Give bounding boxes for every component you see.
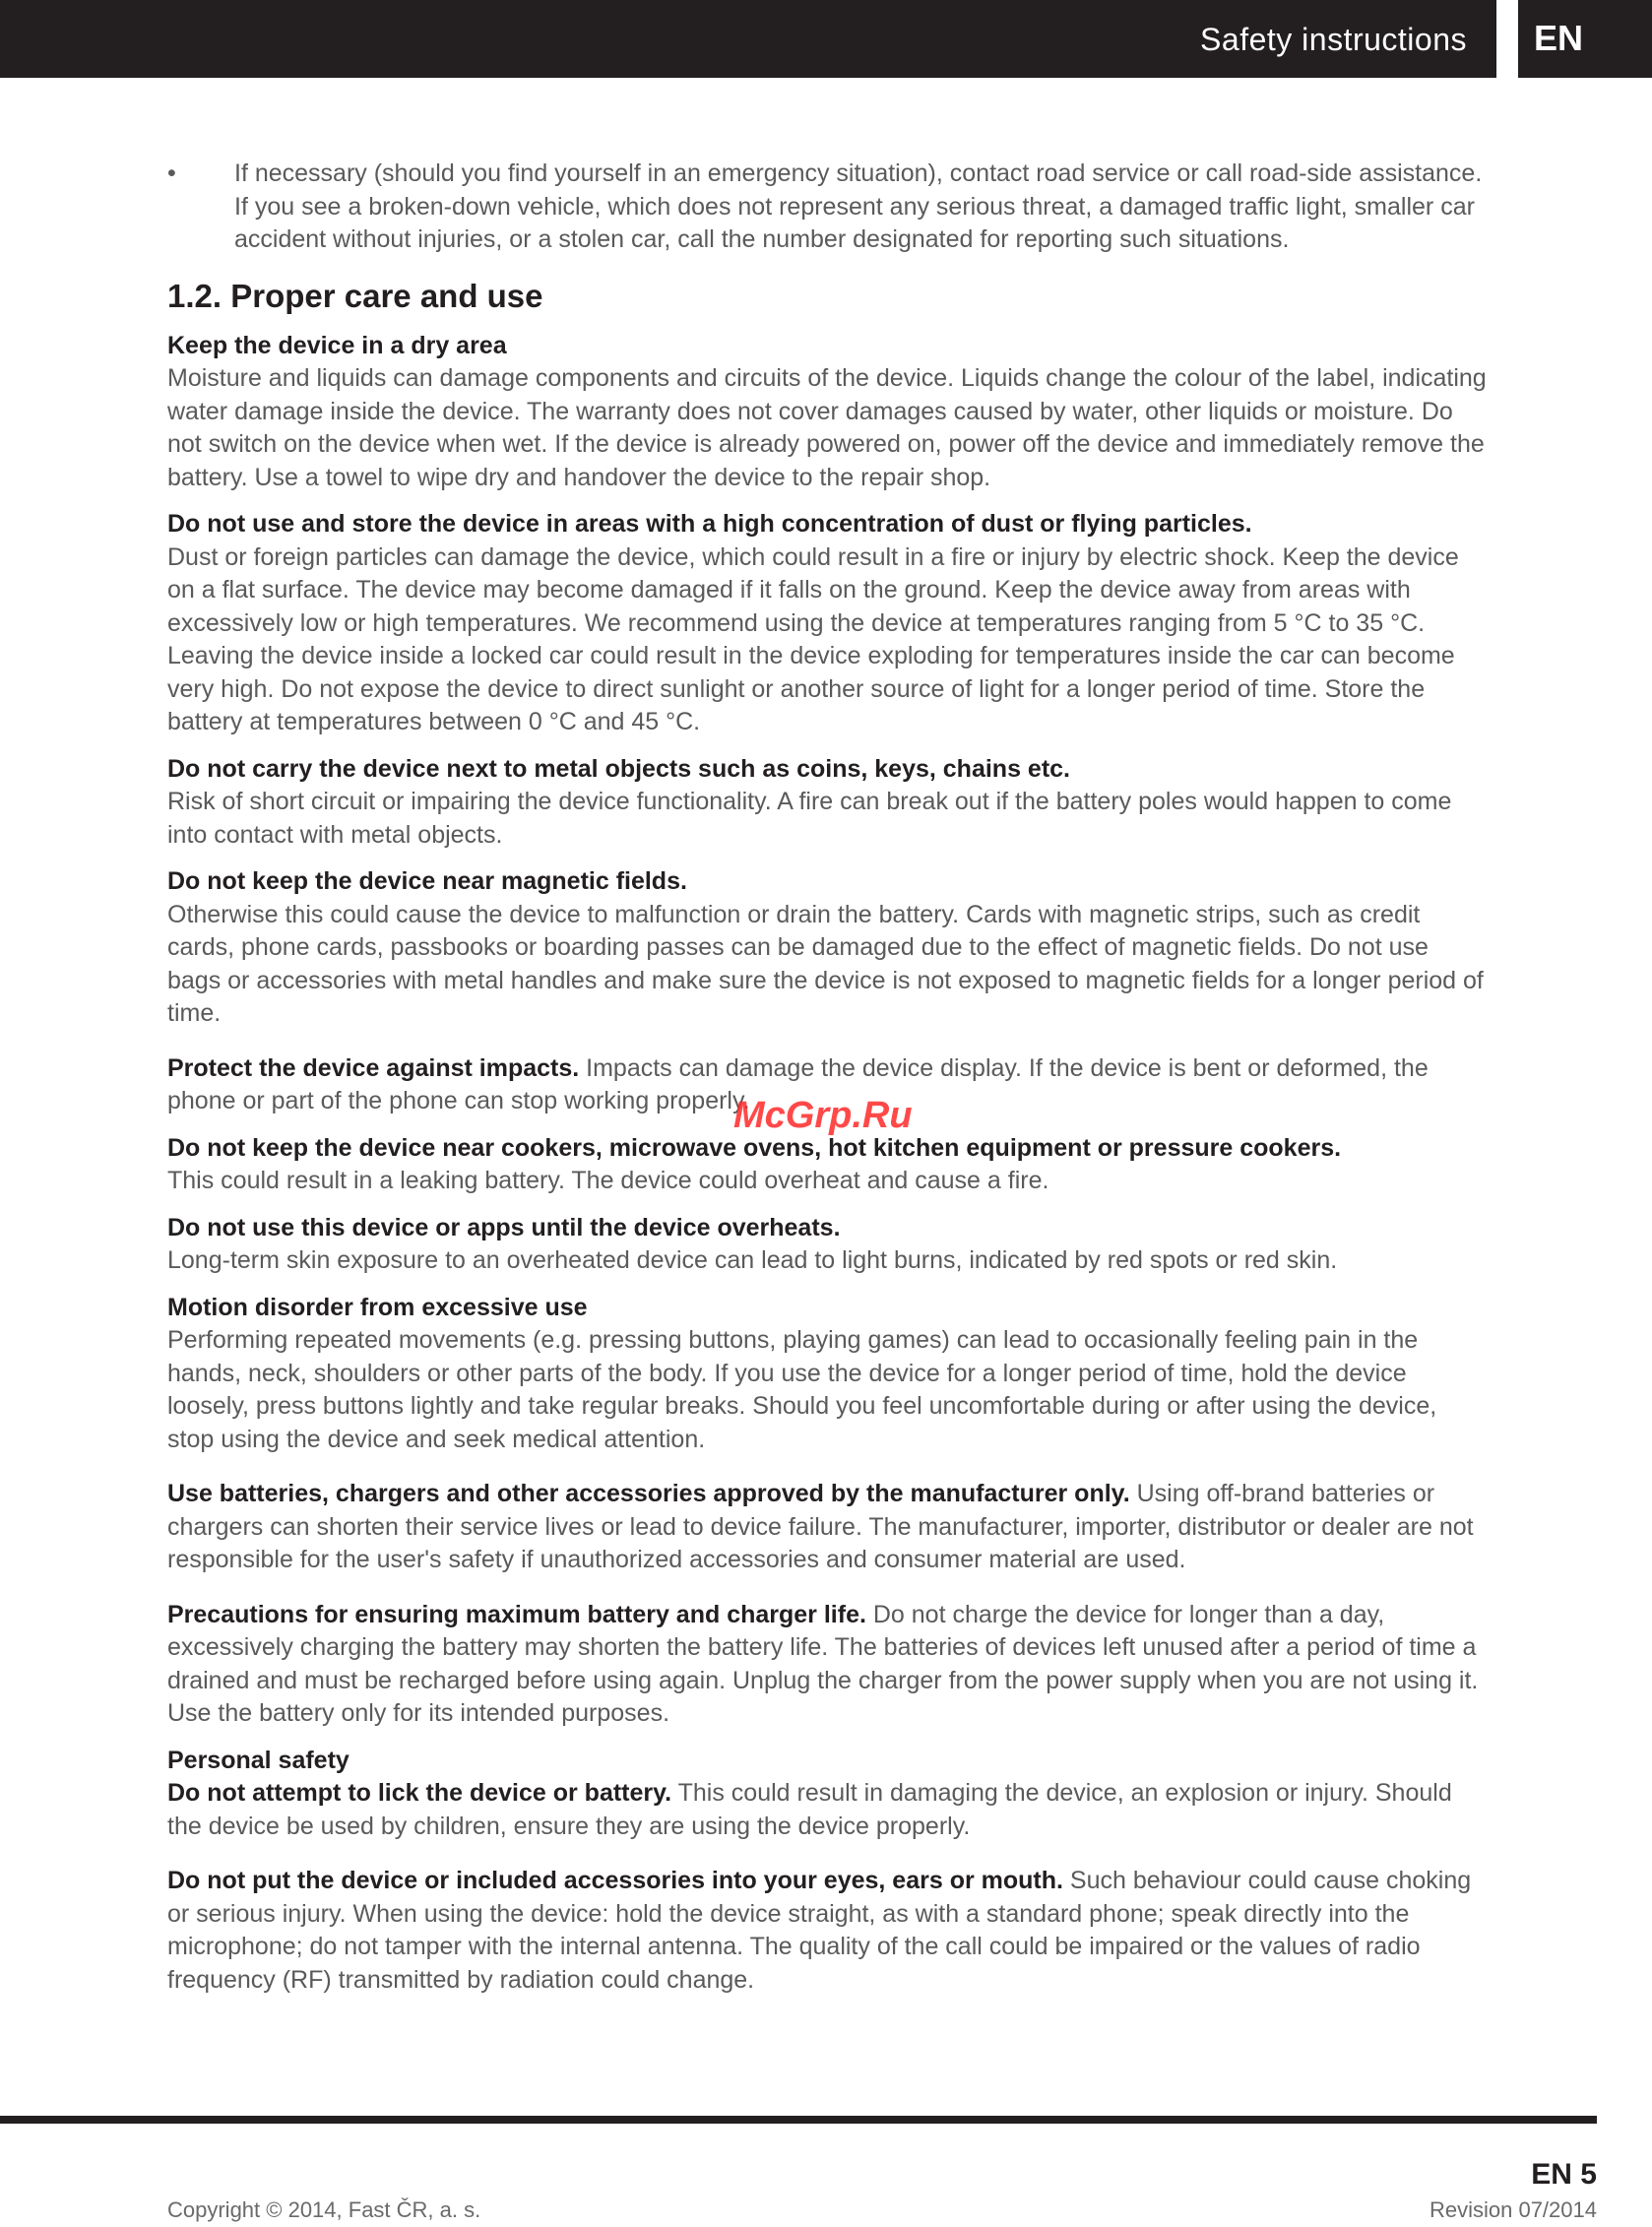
paragraph-heading: Motion disorder from excessive use [167, 1293, 588, 1321]
paragraph-motion-disorder [167, 1292, 1487, 1457]
paragraph-battery-life [167, 1599, 1487, 1731]
paragraph-cookers [167, 1132, 1487, 1198]
paragraph-text: Such behaviour could cause choking or serious injury. When using the device: hold the device straight, as with a standard phone; speak directly into the microphone; do not tamper with the internal antenna. The quality of the call could be impaired or the values of radio frequency (RF) transmitted by radiation could change. [167, 1867, 1472, 1994]
language-label: EN [1534, 18, 1584, 58]
language-badge [1518, 0, 1652, 78]
paragraph-dust [167, 508, 1487, 739]
paragraph-heading: Do not use and store the device in areas with a high concentration of dust or flying particles. [167, 510, 1252, 538]
header-bar [0, 0, 1496, 78]
paragraph-lead: Do not put the device or included accessories into your eyes, ears or mouth. [167, 1867, 1063, 1894]
footer-rule [0, 2116, 1597, 2124]
paragraph-metal-objects [167, 753, 1487, 853]
paragraph-text: Using off-brand batteries or chargers can shorten their service lives or lead to device failure. The manufacturer, importer, distributor or dealer are not responsible for the user's safety if unauthorized accessories and consumer material are used. [167, 1480, 1474, 1573]
paragraph-heading: Do not keep the device near magnetic fields. [167, 867, 687, 895]
paragraph-lead: Use batteries, chargers and other accessories approved by the manufacturer only. [167, 1480, 1130, 1507]
paragraph-heading: Personal safety [167, 1746, 349, 1774]
paragraph-dry-area [167, 330, 1487, 495]
paragraph-text: Do not charge the device for longer than a day, excessively charging the battery may shorten the battery life. The batteries of devices left unused after a period of time a drained and must be recharged before using again. Unplug the charger from the power supply when you are not using it. Use the battery only for its intended purposes. [167, 1600, 1479, 1727]
paragraph-lead: Protect the device against impacts. [167, 1053, 580, 1082]
page-content [167, 158, 1487, 2010]
paragraph-eyes-ears-mouth [167, 1865, 1487, 1997]
copyright: Copyright © 2014, Fast ČR, a. s. [167, 2197, 481, 2222]
revision: Revision 07/2014 [1429, 2197, 1597, 2222]
paragraph-text: Impacts can damage the device display. If the device is bent or deformed, the phone or part of the phone can stop working properly. [167, 1053, 1429, 1114]
paragraph-heading: Do not carry the device next to metal objects such as coins, keys, chains etc. [167, 754, 1071, 783]
paragraph-text: This could result in damaging the device, an explosion or injury. Should the device be used by children, ensure they are using the device properly. [167, 1779, 1452, 1840]
paragraph-heading: Keep the device in a dry area [167, 331, 507, 359]
paragraph-heading: Do not keep the device near cookers, microwave ovens, hot kitchen equipment or pressure cookers. [167, 1133, 1342, 1162]
paragraph-text: Risk of short circuit or impairing the device functionality. A fire can break out if the battery poles would happen to come into contact with metal objects. [167, 788, 1452, 849]
paragraph-text: Long-term skin exposure to an overheated device can lead to light burns, indicated by red spots or red skin. [167, 1246, 1338, 1274]
paragraph-approved-accessories [167, 1478, 1487, 1577]
bullet-text: If necessary (should you find yourself in an emergency situation), contact road service or call road-side assistance. If you see a broken-down vehicle, which does not represent any serious threat, a damaged traffic light, smaller car accident without injuries, or a stolen car, call the number designated for reporting such situations. [234, 159, 1483, 253]
paragraph-heading: Do not use this device or apps until the device overheats. [167, 1213, 841, 1241]
paragraph-overheat [167, 1212, 1487, 1278]
paragraph-lead: Precautions for ensuring maximum battery and charger life. [167, 1600, 866, 1628]
paragraph-text: Dust or foreign particles can damage the device, which could result in a fire or injury by electric shock. Keep the device on a flat surface. The device may become damaged if it falls on the ground. Keep the device away from areas with excessively low or high temperatures. We recommend using the device at temperatures ranging from 5 °C to 35 °C. Leaving the device inside a locked car could result in the device exploding for temperatures inside the car can become very high. Do not expose the device to direct sunlight or another source of light for a longer period of time. Store the battery at temperatures between 0 °C and 45 °C. [167, 542, 1459, 735]
page-number: EN 5 [1531, 2158, 1597, 2191]
header-title: Safety instructions [1200, 22, 1467, 57]
paragraph-personal-safety [167, 1745, 1487, 1844]
paragraph-text: This could result in a leaking battery. The device could overheat and cause a fire. [167, 1167, 1049, 1194]
paragraph-text: Moisture and liquids can damage components and circuits of the device. Liquids change the colour of the label, indicating water damage inside the device. The warranty does not cover damages caused by water, other liquids or moisture. Do not switch on the device when wet. If the device is already powered on, power off the device and immediately remove the battery. Use a towel to wipe dry and handover the device to the repair shop. [167, 364, 1487, 491]
paragraph-text: Otherwise this could cause the device to malfunction or drain the battery. Cards with magnetic strips, such as credit cards, phone cards, passbooks or boarding passes can be damaged due to the effect of magnetic fields. Do not use bags or accessories with metal handles and make sure the device is not exposed to magnetic fields for a longer period of time. [167, 900, 1484, 1027]
section-title: 1.2. Proper care and use [167, 277, 543, 314]
paragraph-lead: Do not attempt to lick the device or battery. [167, 1779, 672, 1807]
watermark: McGrp.Ru [733, 1095, 913, 1136]
paragraph-text: Performing repeated movements (e.g. pressing buttons, playing games) can lead to occasionally feeling pain in the hands, neck, shoulders or other parts of the body. If you use the device for a longer period of time, hold the device loosely, press buttons lightly and take regular breaks. Should you feel uncomfortable during or after using the device, stop using the device and seek medical attention. [167, 1326, 1437, 1453]
paragraph-magnetic-fields [167, 865, 1487, 1031]
bullet-mark: • [167, 159, 176, 187]
intro-bullet [167, 158, 1487, 257]
